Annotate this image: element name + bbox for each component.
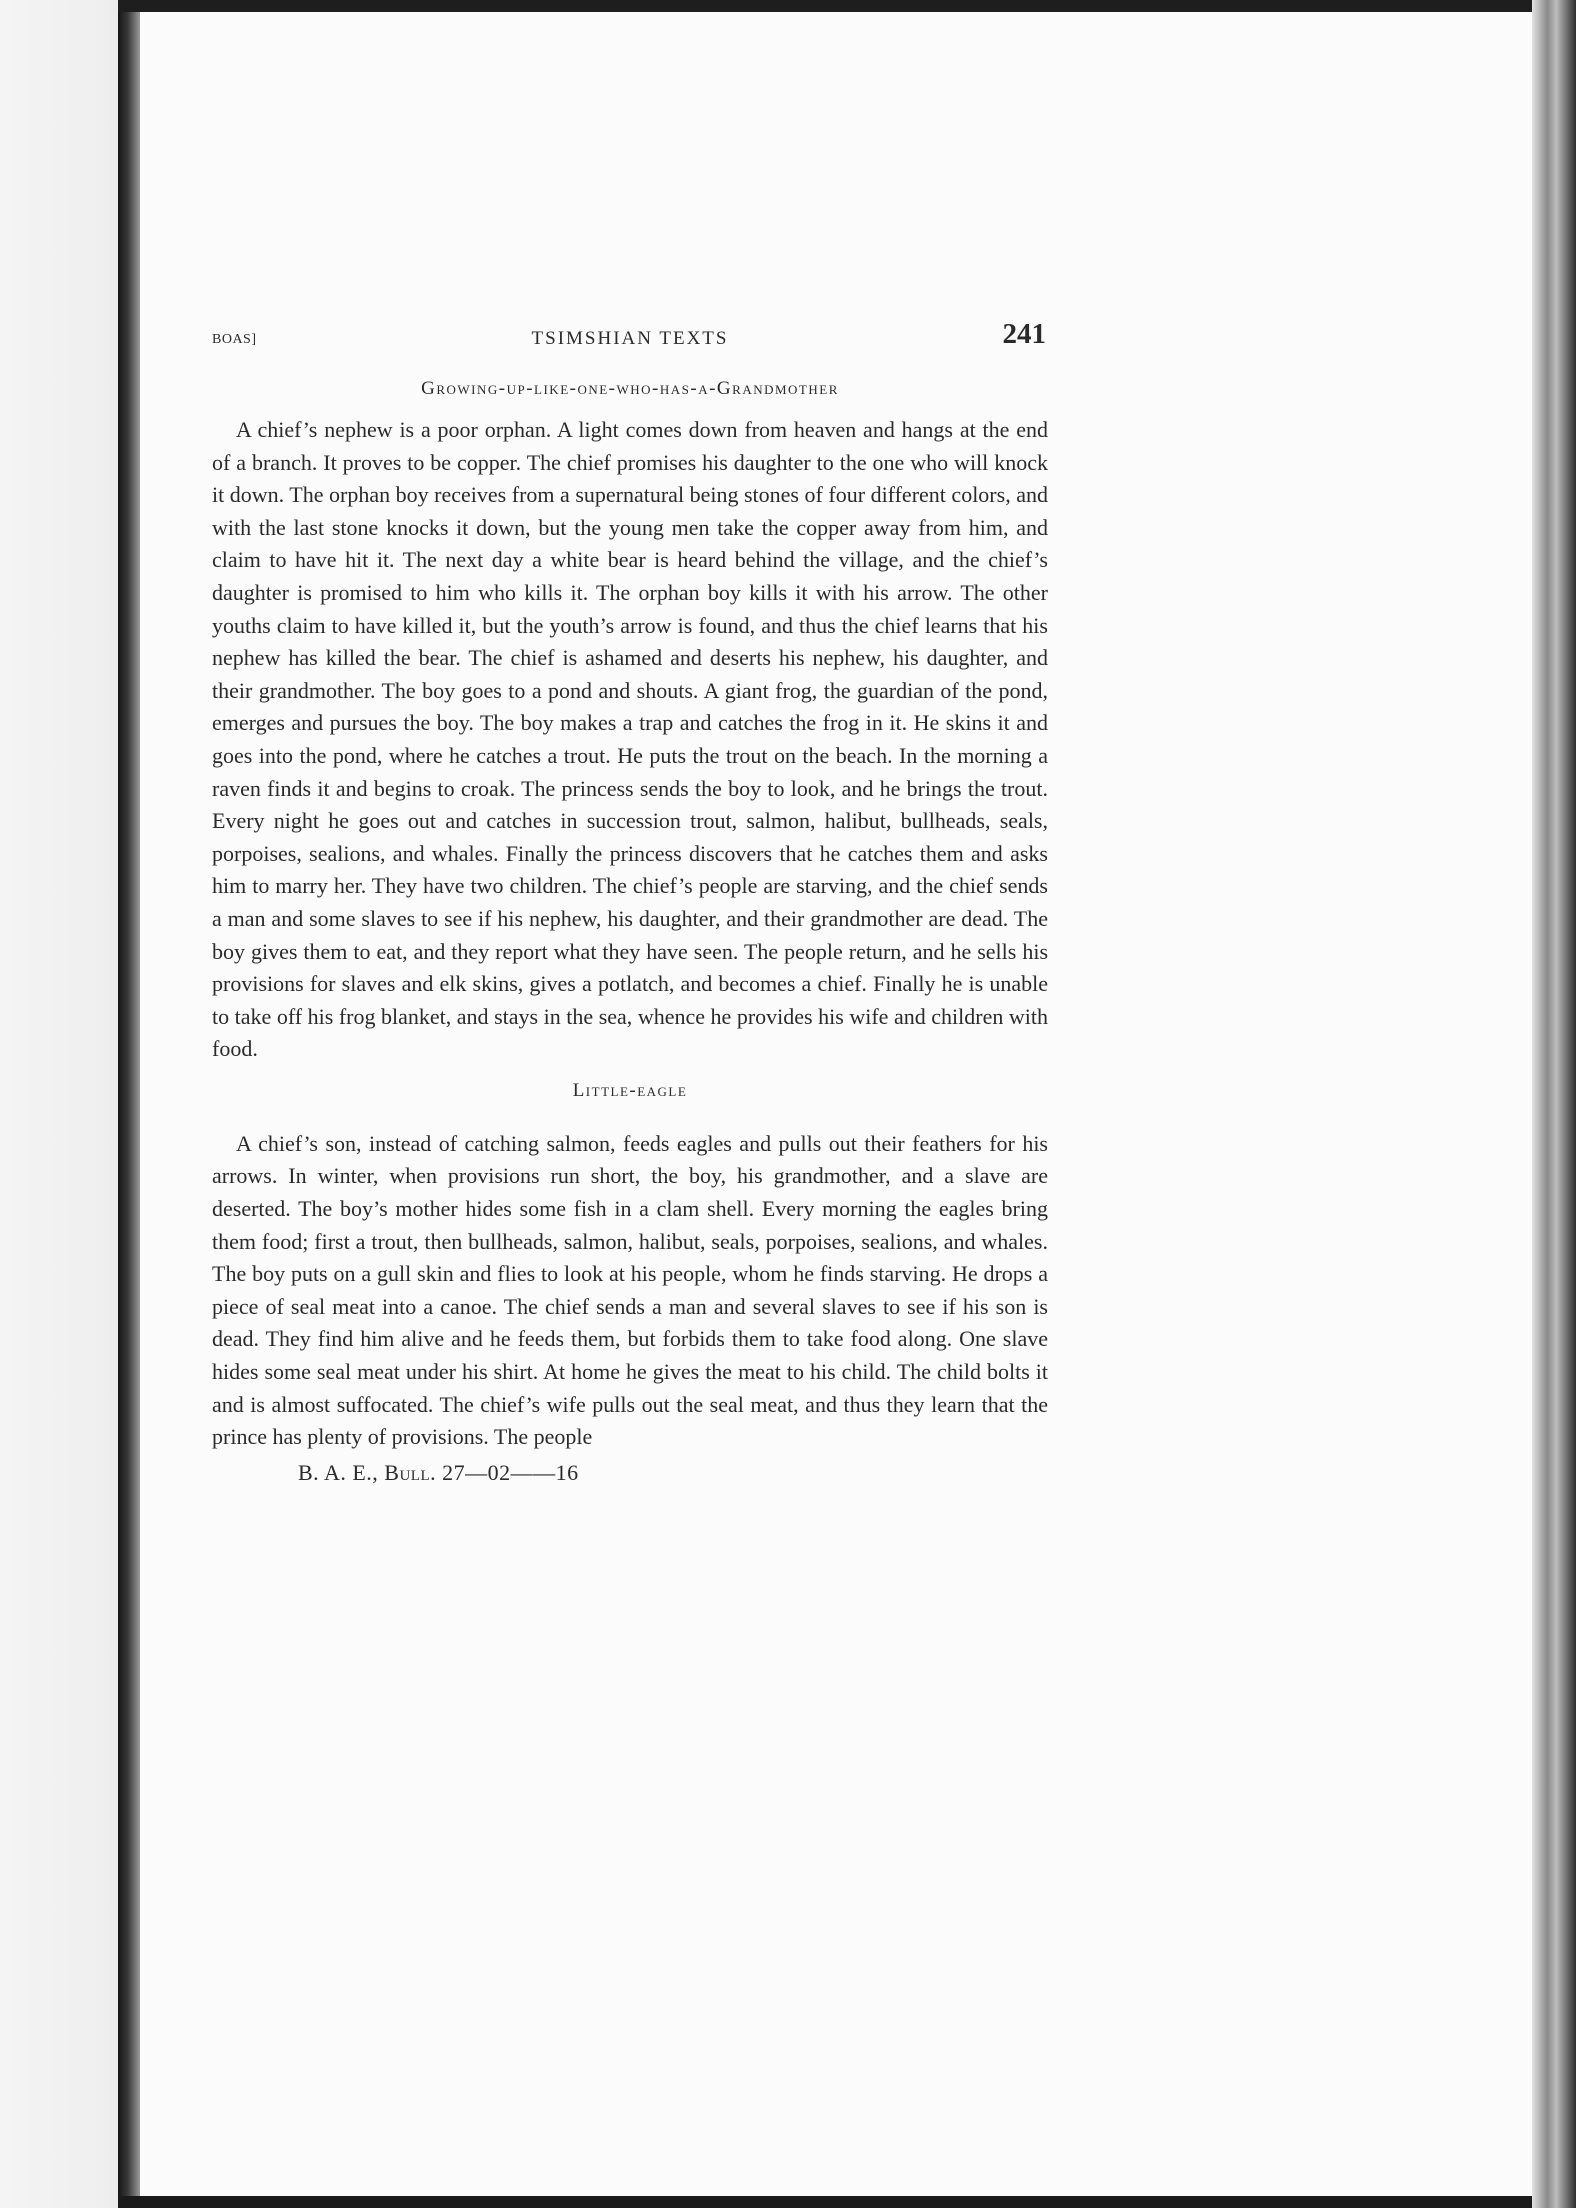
- page-edge-right: [1532, 0, 1576, 2208]
- signature-bull: Bull.: [384, 1459, 437, 1485]
- section-title-growing-up: Growing-up-like-one-who-has-a-Grandmother: [421, 378, 839, 399]
- page-binding-edge: [118, 0, 140, 2208]
- scan-margin-left: [0, 0, 128, 2208]
- signature-prefix: B. A. E.,: [298, 1459, 379, 1485]
- scan-border-top: [118, 0, 1558, 12]
- scan-border-bottom: [118, 2196, 1558, 2208]
- page-number: 241: [1002, 318, 1046, 350]
- page-content: [212, 318, 1048, 1486]
- running-head: [212, 318, 1048, 358]
- section-paragraph-little-eagle: A chief’s son, instead of catching salmon, feeds eagles and pulls out their feathers for his arrows. In winter, when provisions run short, the boy, his grandmother, and a slave are deserted. The boy’s mother hides some fish in a clam shell. Every morning the eagles bring them food; first a trout, then bullheads, salmon, halibut, seals, porpoises, sealions, and whales. The boy puts on a gull skin and flies to look at his people, whom he finds starving. He drops a piece of seal meat into a canoe. The chief sends a man and several slaves to see if his son is dead. They find him alive and he feeds them, but forbids them to take food along. One slave hides some seal meat under his shirt. At home he gives the meat to his child. The child bolts it and is almost suffocated. The chief’s wife pulls out the seal meat, and thus they learn that the prince has plenty of provisions. The people: [212, 1130, 1048, 1450]
- running-head-title: TSIMSHIAN TEXTS: [531, 328, 729, 349]
- signature-number: 27—02——16: [442, 1459, 579, 1485]
- section-paragraph-growing-up: A chief’s nephew is a poor orphan. A light comes down from heaven and hangs at the end of a branch. It proves to be copper. The chief promises his daughter to the one who will knock it down. The orphan boy receives from a supernatural being stones of four different colors, and with the last stone knocks it down, but the young men take the copper away from him, and claim to have hit it. The next day a white bear is heard behind the village, and the chief’s daughter is promised to him who kills it. The orphan boy kills it with his arrow. The other youths claim to have killed it, but the youth’s arrow is found, and thus the chief learns that his nephew has killed the bear. The chief is ashamed and deserts his nephew, his daughter, and their grandmother. The boy goes to a pond and shouts. A giant frog, the guardian of the pond, emerges and pursues the boy. The boy makes a trap and catches the frog in it. He skins it and goes into the pond, where he catches a trout. He puts the trout on the beach. In the morning a raven finds it and begins to croak. The princess sends the boy to look, and he brings the trout. Every night he goes out and catches in succession trout, salmon, halibut, bullheads, seals, porpoises, sealions, and whales. Finally the princess discovers that he catches them and asks him to marry her. They have two children. The chief’s people are starving, and the chief sends a man and some slaves to see if his nephew, his daughter, and their grandmother are dead. The boy gives them to eat, and they report what they have seen. The people return, and he sells his provisions for slaves and elk skins, gives a potlatch, and becomes a chief. Finally he is unable to take off his frog blanket, and stays in the sea, whence he provides his wife and children with food.: [212, 417, 1048, 1062]
- printer-signature: [212, 1460, 1048, 1486]
- running-head-author: BOAS]: [212, 332, 257, 347]
- section-title-little-eagle: Little-eagle: [572, 1079, 688, 1101]
